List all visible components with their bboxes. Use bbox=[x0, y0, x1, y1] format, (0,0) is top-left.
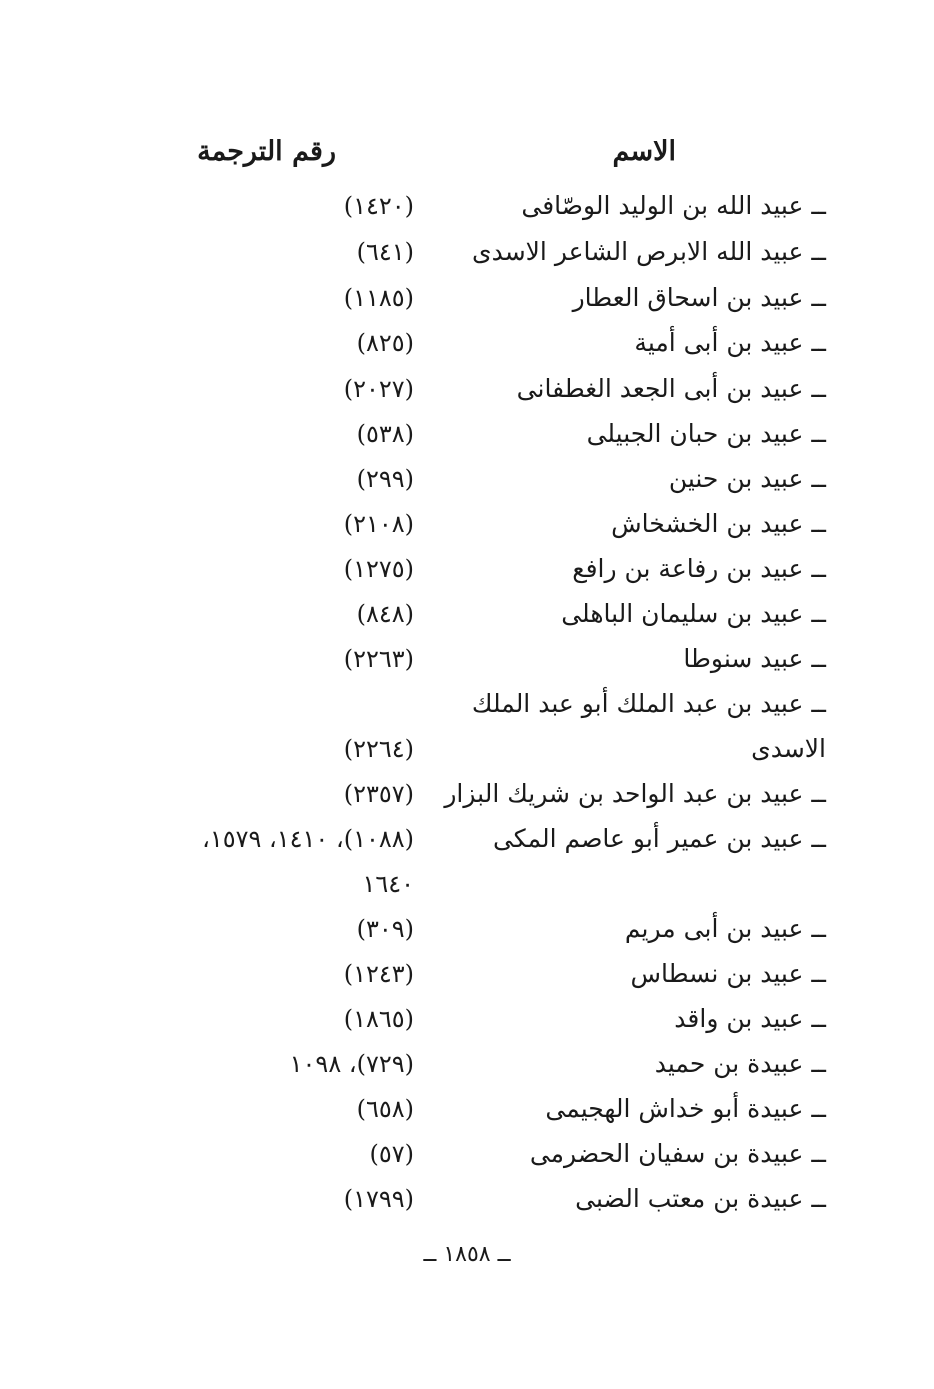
entry-number: (١٢٤٣) bbox=[343, 960, 414, 988]
entry-name: ــ عبيد بن أبى الجعد الغطفانى bbox=[516, 374, 826, 403]
entry-name: ــ عبيد بن أبى مريم bbox=[624, 914, 826, 943]
entry-number: (٢٢٦٣) bbox=[343, 645, 414, 673]
entry-number: (٣٠٩) bbox=[356, 915, 414, 943]
number-column-header: رقم الترجمة bbox=[197, 136, 336, 167]
entry-name: ــ عبيدة أبو خداش الهجيمى bbox=[545, 1094, 826, 1123]
entry-name: ــ عبيد سنوطا bbox=[683, 644, 826, 673]
entry-name: ــ عبيدة بن سفيان الحضرمى bbox=[529, 1139, 826, 1168]
entry-name: ــ عبيد بن عبد الملك أبو عبد الملك bbox=[471, 689, 826, 718]
entry-name: ــ عبيد بن واقد bbox=[674, 1004, 826, 1033]
entry-number: (٢٣٥٧) bbox=[343, 780, 414, 808]
entry-number: (١٢٧٥) bbox=[343, 555, 414, 583]
entry-number: (٥٧) bbox=[369, 1140, 414, 1168]
entry-name: ــ عبيدة بن حميد bbox=[654, 1049, 826, 1078]
entry-name: ــ عبيد بن حنين bbox=[668, 464, 826, 493]
entry-name: ــ عبيد بن أبى أمية bbox=[634, 328, 826, 357]
entry-number: (٨٢٥) bbox=[356, 329, 414, 357]
entry-name: ــ عبيد بن رفاعة بن رافع bbox=[572, 554, 826, 583]
page-number: ــ ١٨٥٨ ــ bbox=[423, 1242, 511, 1267]
entry-number: ١٦٤٠ bbox=[362, 870, 414, 898]
entry-number: (١٠٨٨)، ١٤١٠، ١٥٧٩، bbox=[202, 825, 414, 853]
entry-number: (٨٤٨) bbox=[356, 600, 414, 628]
entry-number: (٧٢٩)، ١٠٩٨ bbox=[289, 1050, 414, 1078]
entry-name: ــ عبيد بن اسحاق العطار bbox=[572, 283, 826, 312]
entry-number: (٥٣٨) bbox=[356, 420, 414, 448]
entry-name: ــ عبيد بن سليمان الباهلى bbox=[561, 599, 826, 628]
name-column-header: الاسم bbox=[612, 136, 676, 167]
entry-number: (٢٩٩) bbox=[356, 465, 414, 493]
entry-name: ــ عبيد الله بن الوليد الوصّافى bbox=[521, 191, 826, 220]
entry-number: (٢٠٢٧) bbox=[343, 375, 414, 403]
entry-number: (٦٥٨) bbox=[356, 1095, 414, 1123]
entry-name: الاسدى bbox=[751, 734, 826, 763]
entry-name: ــ عبيد الله الابرص الشاعر الاسدى bbox=[472, 237, 826, 266]
entry-name: ــ عبيد بن نسطاس bbox=[630, 959, 826, 988]
entry-name: ــ عبيد بن عبد الواحد بن شريك البزار bbox=[444, 779, 826, 808]
entry-number: (١٧٩٩) bbox=[343, 1185, 414, 1213]
entry-number: (٢١٠٨) bbox=[343, 510, 414, 538]
entry-name: ــ عبيدة بن معتب الضبى bbox=[575, 1184, 826, 1213]
entry-number: (٦٤١) bbox=[356, 238, 414, 266]
entry-number: (٢٢٦٤) bbox=[343, 735, 414, 763]
entry-name: ــ عبيد بن حبان الجبيلى bbox=[586, 419, 826, 448]
entry-number: (١١٨٥) bbox=[343, 284, 414, 312]
entry-number: (١٤٢٠) bbox=[343, 192, 414, 220]
entry-number: (١٨٦٥) bbox=[343, 1005, 414, 1033]
entry-name: ــ عبيد بن عمير أبو عاصم المكى bbox=[492, 824, 826, 853]
entry-name: ــ عبيد بن الخشخاش bbox=[611, 509, 826, 538]
